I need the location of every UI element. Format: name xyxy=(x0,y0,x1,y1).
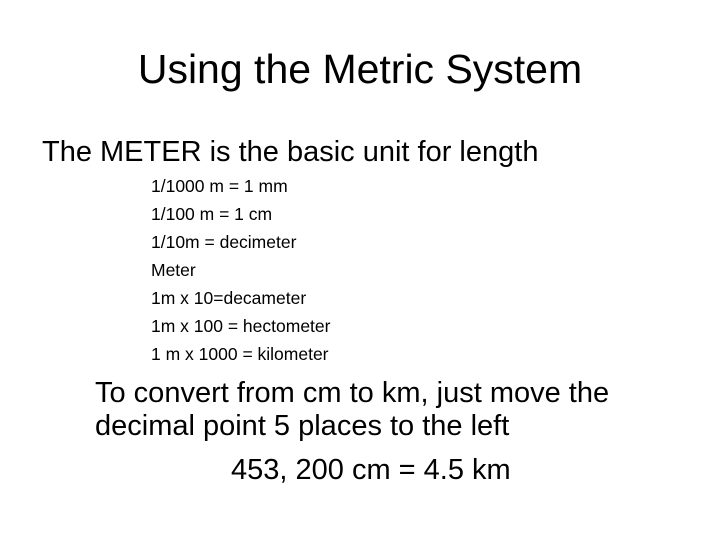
conversion-note-line-2: decimal point 5 places to the left xyxy=(95,410,510,442)
section-heading: The METER is the basic unit for length xyxy=(42,136,539,168)
conversion-item-meter: Meter xyxy=(151,260,196,280)
conversion-example: 453, 200 cm = 4.5 km xyxy=(231,454,511,486)
conversion-item-hectometer: 1m x 100 = hectometer xyxy=(151,316,331,336)
conversion-item-kilometer: 1 m x 1000 = kilometer xyxy=(151,344,329,364)
conversion-note-line-1: To convert from cm to km, just move the xyxy=(95,377,610,409)
conversion-item-millimeter: 1/1000 m = 1 mm xyxy=(151,176,288,196)
conversion-item-decameter: 1m x 10=decameter xyxy=(151,288,307,308)
slide-title: Using the Metric System xyxy=(137,46,583,92)
conversion-item-centimeter: 1/100 m = 1 cm xyxy=(151,204,273,224)
conversion-list xyxy=(151,172,330,368)
conversion-item-decimeter: 1/10m = decimeter xyxy=(151,232,297,252)
conversion-note xyxy=(95,377,609,443)
